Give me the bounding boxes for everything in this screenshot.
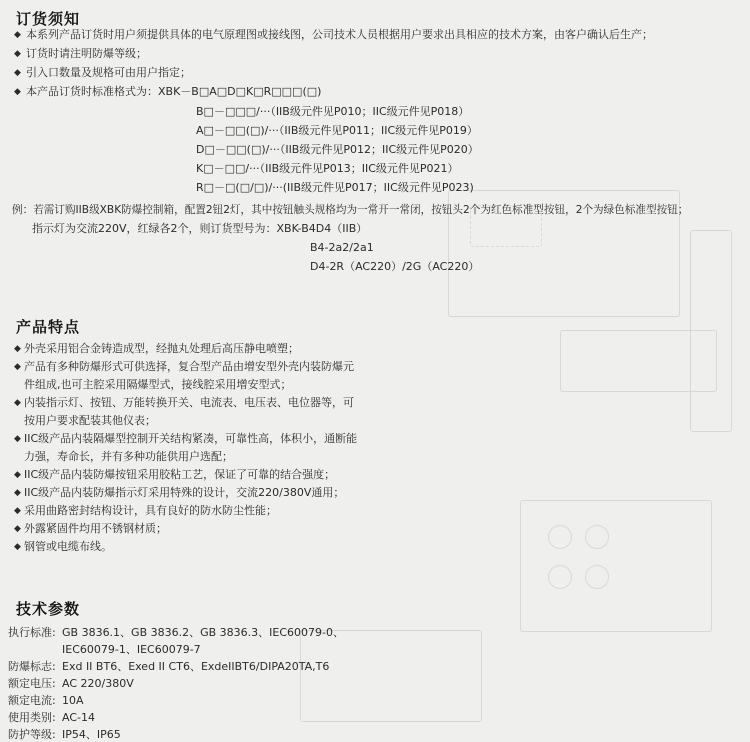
bullet-icon: ◆ (14, 506, 21, 516)
order-format-row: K□－□□/···（IIB级元件见P013；IIC级元件见P021） (196, 162, 459, 175)
order-example-line: 例：若需订购IIB级XBK防爆控制箱，配置2钮2灯，其中按钮触头规格均为一常开一常闭，按钮头2个为红色标准型按钮，2个为绿色标准型按钮； (12, 204, 689, 216)
tech-param-value: 10A (62, 694, 84, 707)
bullet-icon: ◆ (14, 398, 21, 408)
feature-item: 采用曲路密封结构设计，具有良好的防水防尘性能； (24, 504, 277, 517)
feature-item: IIC级产品内装隔爆型控制开关结构紧凑，可靠性高，体积小，通断能 (24, 432, 358, 445)
bullet-icon: ◆ (14, 344, 21, 354)
order-format-row: B□－□□□/···（IIB级元件见P010；IIC级元件见P018） (196, 105, 470, 118)
bullet-icon: ◆ (14, 524, 21, 534)
order-format-row: R□－□(□/□)/···(IIB级元件见P017；IIC级元件见P023) (196, 181, 474, 194)
bullet-icon: ◆ (14, 87, 21, 97)
tech-param-label: 额定电压: (8, 677, 56, 690)
tech-param-label: 防护等级: (8, 728, 56, 741)
feature-item-continued: 按用户要求配装其他仪表； (24, 414, 156, 427)
tech-param-value: Exd II BT6、Exed II CT6、ExdeIIBT6/DIPA20TA,T6 (62, 660, 330, 673)
tech-param-label: 额定电流: (8, 694, 56, 707)
features-title: 产品特点 (16, 318, 81, 336)
order-example-line: D4-2R（AC220）/2G（AC220） (310, 260, 480, 273)
bullet-icon: ◆ (14, 542, 21, 552)
bullet-icon: ◆ (14, 68, 21, 78)
tech-params-title: 技术参数 (16, 600, 81, 618)
feature-item-continued: 力强，寿命长，并有多种功能供用户选配； (24, 450, 233, 463)
bullet-icon: ◆ (14, 470, 21, 480)
tech-param-value: IEC60079-1、IEC60079-7 (62, 643, 201, 656)
bullet-icon: ◆ (14, 488, 21, 498)
bullet-icon: ◆ (14, 30, 21, 40)
bullet-icon: ◆ (14, 362, 21, 372)
bullet-icon: ◆ (14, 49, 21, 59)
feature-item: 产品有多种防爆形式可供选择，复合型产品由增安型外壳内装防爆元 (24, 360, 354, 373)
tech-param-label: 防爆标志: (8, 660, 56, 673)
order-format-row: A□－□□(□)/···（IIB级元件见P011；IIC级元件见P019） (196, 124, 478, 137)
order-format-row: D□－□□(□)/···（IIB级元件见P012；IIC级元件见P020） (196, 143, 479, 156)
order-example-line: B4-2a2/2a1 (310, 241, 374, 254)
feature-item-continued: 件组成,也可主腔采用隔爆型式，接线腔采用增安型式； (24, 378, 292, 391)
order-notice-item: 本系列产品订货时用户须提供具体的电气原理图或接线图，公司技术人员根据用户要求出具相应的技术方案，由客户确认后生产； (26, 28, 653, 41)
order-notice-item: 订货时请注明防爆等级； (26, 47, 147, 60)
order-notice-title: 订货须知 (16, 10, 81, 28)
tech-param-label: 使用类别: (8, 711, 56, 724)
tech-param-value: AC-14 (62, 711, 95, 724)
feature-item: IIC级产品内装防爆指示灯采用特殊的设计，交流220/380V通用； (24, 486, 345, 499)
feature-item: 内装指示灯、按钮、万能转换开关、电流表、电压表、电位器等，可 (24, 396, 354, 409)
tech-param-value: AC 220/380V (62, 677, 134, 690)
feature-item: 外壳采用铝合金铸造成型，经抛丸处理后高压静电喷塑； (24, 342, 299, 355)
tech-param-value: GB 3836.1、GB 3836.2、GB 3836.3、IEC60079-0、 (62, 626, 345, 639)
tech-param-label: 执行标准: (8, 626, 56, 639)
feature-item: IIC级产品内装防爆按钮采用胶粘工艺，保证了可靠的结合强度； (24, 468, 336, 481)
tech-param-value: IP54、IP65 (62, 728, 121, 741)
order-example-line: 指示灯为交流220V，红绿各2个，则订货型号为：XBK-B4D4（IIB） (32, 222, 368, 235)
order-format-standard: 本产品订货时标准格式为：XBK－B□A□D□K□R□□□(□) (26, 85, 322, 98)
order-notice-item: 引入口数量及规格可由用户指定； (26, 66, 191, 79)
feature-item: 钢管或电缆布线。 (24, 540, 112, 553)
feature-item: 外露紧固件均用不锈钢材质； (24, 522, 167, 535)
bullet-icon: ◆ (14, 434, 21, 444)
